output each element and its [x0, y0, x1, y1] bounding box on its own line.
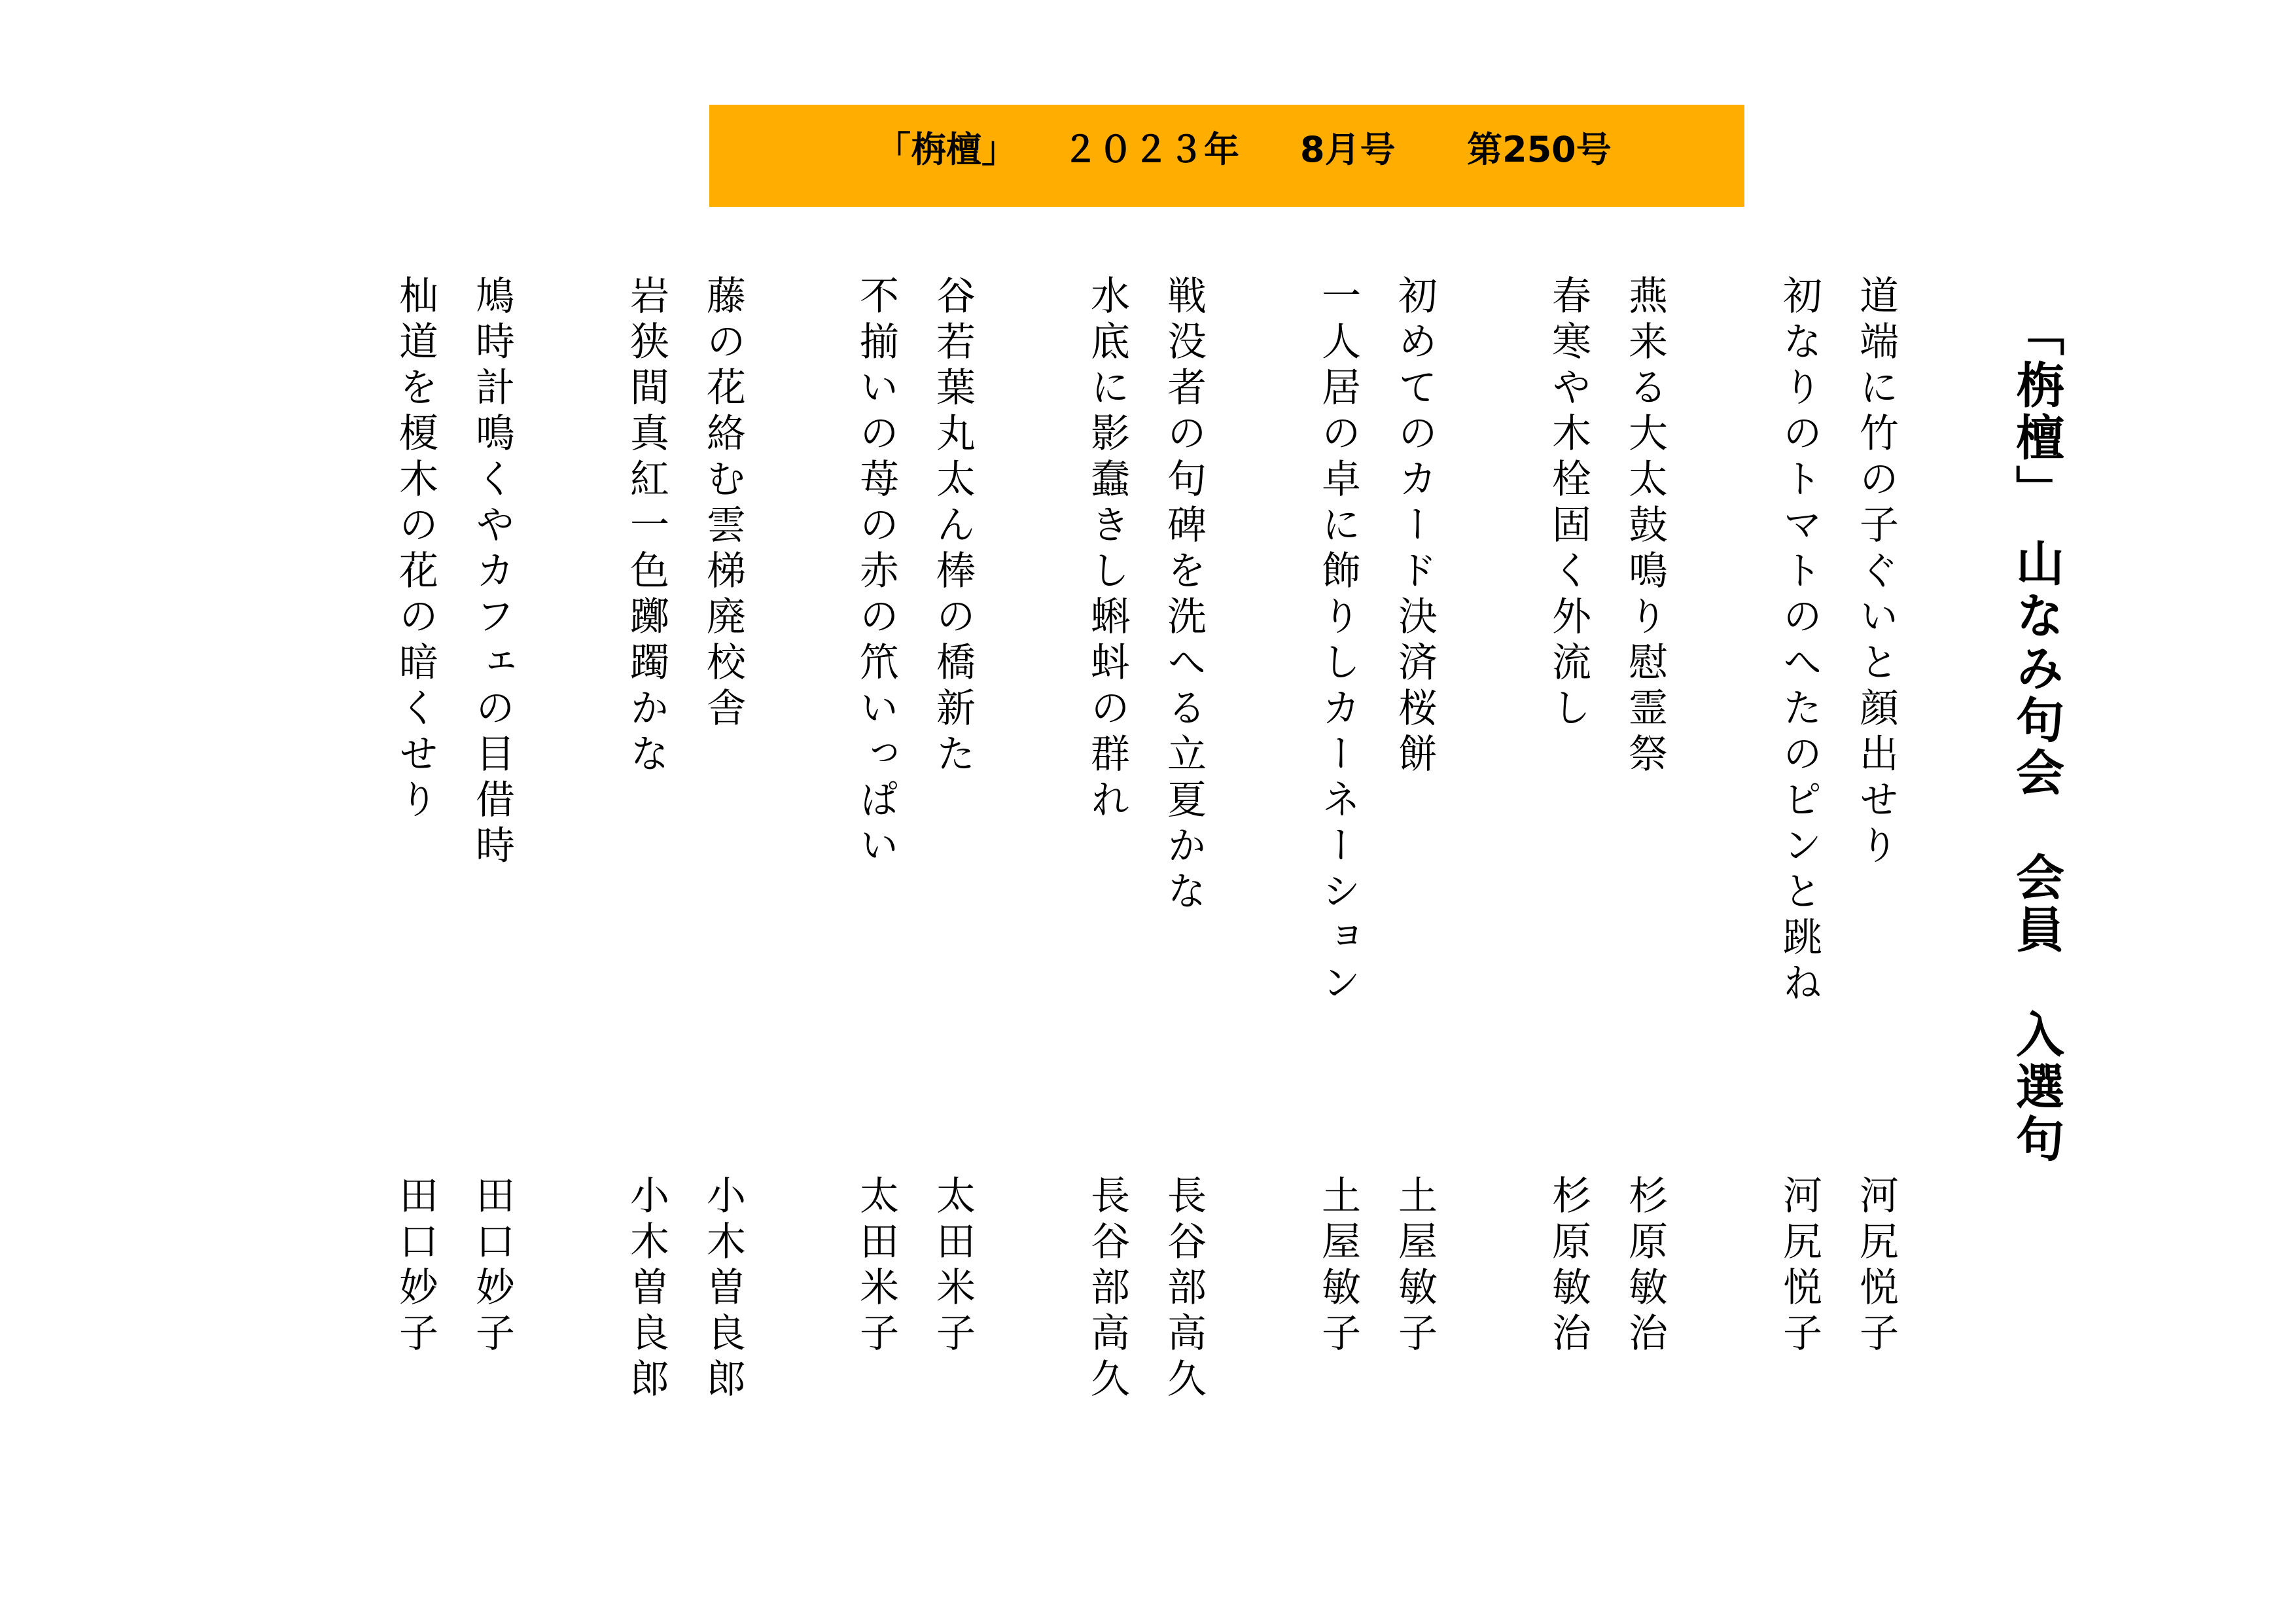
author-name: 長谷部高久 [1161, 1175, 1207, 1404]
author-name: 小木曽良郎 [700, 1175, 746, 1404]
banner-year: ２０２３年 [1063, 129, 1239, 170]
banner-issue-number: 第250号 [1467, 129, 1612, 170]
issue-banner [709, 105, 1744, 207]
author-name: 杉原敏治 [1622, 1175, 1668, 1358]
author-name: 杉原敏治 [1545, 1175, 1591, 1358]
haiku-line: 不揃いの苺の赤の笊いっぱい [853, 275, 899, 870]
haiku-line: 一人居の卓に飾りしカーネーション [1315, 275, 1361, 1008]
haiku-line: 初めてのカード決済桜餅 [1392, 275, 1438, 779]
banner-publication-title: 「栴檀」 [875, 129, 1017, 170]
haiku-line: 春寒や木栓固く外流し [1545, 275, 1591, 733]
haiku-line: 道端に竹の子ぐいと顔出せり [1853, 275, 1899, 870]
author-name: 田口妙子 [469, 1175, 515, 1358]
haiku-line: 鳩時計鳴くやカフェの目借時 [469, 275, 515, 870]
haiku-line: 藤の花絡む雲梯廃校舎 [700, 275, 746, 733]
banner-month: 8月号 [1300, 129, 1396, 170]
author-name: 太田米子 [853, 1175, 899, 1358]
author-name: 長谷部高久 [1084, 1175, 1130, 1404]
haiku-line: 水底に影蠢きし蝌蚪の群れ [1084, 275, 1130, 825]
haiku-line: 燕来る大太鼓鳴り慰霊祭 [1622, 275, 1668, 779]
author-name: 河尻悦子 [1776, 1175, 1822, 1358]
haiku-line: 谷若葉丸太ん棒の橋新た [930, 275, 976, 779]
author-name: 太田米子 [930, 1175, 976, 1358]
page-title: 「栴檀」 山なみ句会 会員 入選句 [2008, 308, 2064, 1166]
haiku-line: 初なりのトマトのへたのピンと跳ね [1776, 275, 1822, 1008]
author-name: 土屋敏子 [1315, 1175, 1361, 1358]
haiku-line: 杣道を榎木の花の暗くせり [393, 275, 438, 825]
author-name: 田口妙子 [393, 1175, 438, 1358]
haiku-line: 岩狭間真紅一色躑躅かな [624, 275, 669, 779]
author-name: 小木曽良郎 [624, 1175, 669, 1404]
author-name: 河尻悦子 [1853, 1175, 1899, 1358]
haiku-line: 戦没者の句碑を洗へる立夏かな [1161, 275, 1207, 916]
author-name: 土屋敏子 [1392, 1175, 1438, 1358]
